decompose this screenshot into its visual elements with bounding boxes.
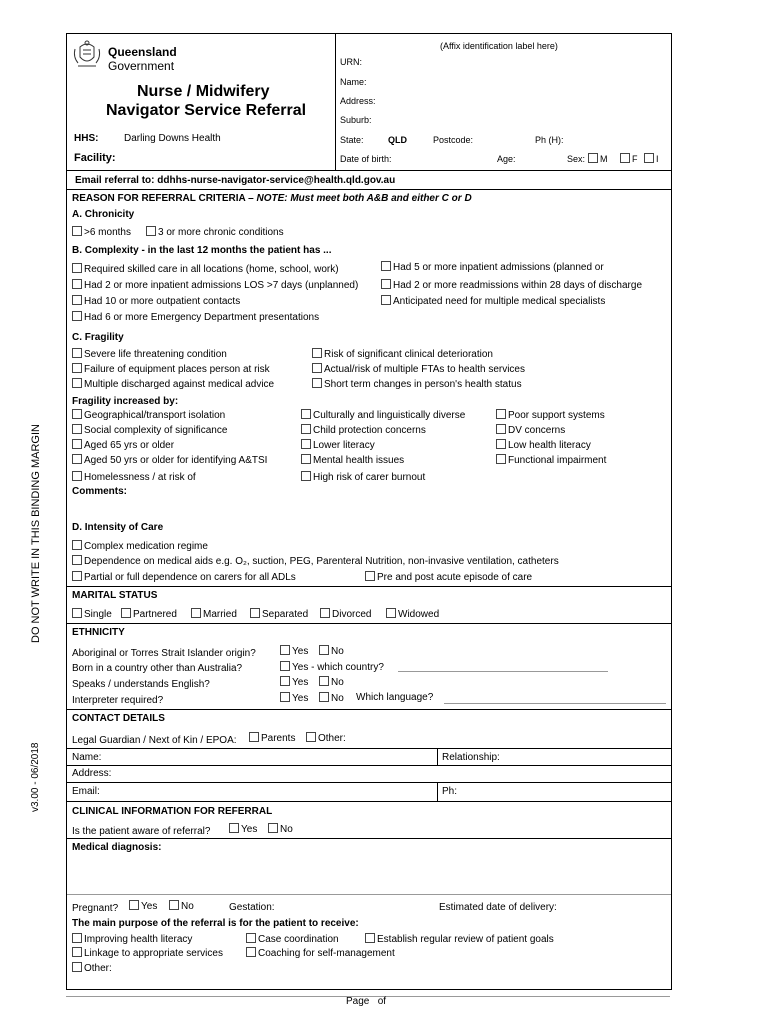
purpose-other-checkbox[interactable]: Other:: [72, 962, 112, 974]
interpreter-no-checkbox[interactable]: No: [319, 692, 344, 704]
fi-mental-health-checkbox[interactable]: Mental health issues: [301, 454, 404, 466]
affix-label: (Affix identification label here): [440, 41, 558, 51]
pregnant-label: Pregnant?: [72, 903, 119, 914]
state-value: QLD: [388, 135, 407, 145]
criteria-heading: REASON FOR REFERRAL CRITERIA – NOTE: Must meet both A&B and either C or D: [72, 193, 472, 204]
gestation-field[interactable]: Gestation:: [229, 902, 275, 913]
b-inpatient-los-checkbox[interactable]: Had 2 or more inpatient admissions LOS >7 days (unplanned): [72, 279, 358, 291]
comments-field[interactable]: Comments:: [72, 486, 128, 497]
d-complex-medication-checkbox[interactable]: Complex medication regime: [72, 540, 208, 552]
c-equipment-failure-checkbox[interactable]: Failure of equipment places person at risk: [72, 363, 270, 375]
c-ftas-checkbox[interactable]: Actual/risk of multiple FTAs to health services: [312, 363, 525, 375]
aware-label: Is the patient aware of referral?: [72, 826, 211, 837]
postcode-field[interactable]: Postcode:: [433, 135, 474, 145]
b-readmissions-checkbox[interactable]: Had 2 or more readmissions within 28 days of discharge: [381, 279, 642, 291]
fi-poor-support-checkbox[interactable]: Poor support systems: [496, 409, 605, 421]
section-a-heading: A. Chronicity: [72, 209, 135, 220]
fi-social-checkbox[interactable]: Social complexity of significance: [72, 424, 227, 436]
address-field[interactable]: Address:: [340, 96, 376, 106]
fi-aged-65-checkbox[interactable]: Aged 65 yrs or older: [72, 439, 174, 451]
contact-heading: CONTACT DETAILS: [72, 713, 165, 724]
q-born-overseas-label: Born in a country other than Australia?: [72, 663, 243, 674]
fi-homelessness-checkbox[interactable]: Homelessness / at risk of: [72, 471, 196, 483]
pregnant-yes-checkbox[interactable]: Yes: [129, 900, 157, 912]
form-title-line2: Navigator Service Referral: [106, 102, 307, 119]
marital-heading: MARITAL STATUS: [72, 590, 158, 601]
contact-email-field[interactable]: Email:: [72, 786, 100, 797]
guardian-parents-checkbox[interactable]: Parents: [249, 732, 295, 744]
marital-partnered-checkbox[interactable]: Partnered: [121, 608, 177, 620]
aware-yes-checkbox[interactable]: Yes: [229, 823, 257, 835]
edd-field[interactable]: Estimated date of delivery:: [439, 902, 557, 913]
c-health-status-checkbox[interactable]: Short term changes in person's health status: [312, 378, 522, 390]
english-yes-checkbox[interactable]: Yes: [280, 676, 308, 688]
c-discharged-checkbox[interactable]: Multiple discharged against medical advice: [72, 378, 274, 390]
logo-government: Government: [108, 59, 175, 73]
q-atsi-label: Aboriginal or Torres Strait Islander origin?: [72, 648, 256, 659]
hhs-value: Darling Downs Health: [124, 133, 221, 144]
page-number: Page of: [346, 996, 387, 1007]
logo-queensland: Queensland: [108, 45, 177, 59]
which-language-label: Which language?: [356, 692, 434, 703]
d-carer-dependence-checkbox[interactable]: Partial or full dependence on carers for all ADLs: [72, 571, 296, 583]
section-c-heading: C. Fragility: [72, 332, 124, 343]
b-ed-presentations-checkbox[interactable]: Had 6 or more Emergency Department presentations: [72, 311, 319, 323]
marital-divorced-checkbox[interactable]: Divorced: [320, 608, 371, 620]
b-skilled-care-checkbox[interactable]: Required skilled care in all locations (home, school, work): [72, 263, 339, 275]
version-note: v3.00 - 06/2018: [30, 742, 41, 812]
qld-crest-icon: [72, 39, 102, 71]
phone-home-field[interactable]: Ph (H):: [535, 135, 564, 145]
aware-no-checkbox[interactable]: No: [268, 823, 293, 835]
purpose-review-goals-checkbox[interactable]: Establish regular review of patient goals: [365, 933, 554, 945]
clinical-heading: CLINICAL INFORMATION FOR REFERRAL: [72, 806, 273, 817]
suburb-field[interactable]: Suburb:: [340, 115, 372, 125]
purpose-coaching-checkbox[interactable]: Coaching for self-management: [246, 947, 395, 959]
chronicity-6-months-checkbox[interactable]: >6 months: [72, 226, 131, 238]
d-acute-episode-checkbox[interactable]: Pre and post acute episode of care: [365, 571, 532, 583]
fi-low-health-literacy-checkbox[interactable]: Low health literacy: [496, 439, 591, 451]
purpose-case-coordination-checkbox[interactable]: Case coordination: [246, 933, 339, 945]
contact-phone-field[interactable]: Ph:: [442, 786, 458, 797]
fi-lower-literacy-checkbox[interactable]: Lower literacy: [301, 439, 375, 451]
contact-name-field[interactable]: Name:: [72, 752, 102, 763]
name-field[interactable]: Name:: [340, 77, 367, 87]
purpose-health-literacy-checkbox[interactable]: Improving health literacy: [72, 933, 192, 945]
interpreter-yes-checkbox[interactable]: Yes: [280, 692, 308, 704]
sex-m-checkbox[interactable]: M: [588, 153, 608, 164]
marital-widowed-checkbox[interactable]: Widowed: [386, 608, 439, 620]
email-referral-line: Email referral to: ddhhs-nurse-navigator-service@health.qld.gov.au: [75, 175, 396, 186]
fi-dv-checkbox[interactable]: DV concerns: [496, 424, 565, 436]
section-b-heading: B. Complexity - in the last 12 months the patient has ...: [72, 245, 332, 256]
guardian-other-checkbox[interactable]: Other:: [306, 732, 346, 744]
q-english-label: Speaks / understands English?: [72, 679, 210, 690]
fi-cald-checkbox[interactable]: Culturally and linguistically diverse: [301, 409, 465, 421]
state-label: State:: [340, 135, 364, 145]
fi-aged-50-atsi-checkbox[interactable]: Aged 50 yrs or older for identifying A&TSI: [72, 454, 267, 466]
facility-label[interactable]: Facility:: [74, 152, 116, 164]
c-life-threatening-checkbox[interactable]: Severe life threatening condition: [72, 348, 227, 360]
hhs-label: HHS:: [74, 133, 99, 144]
section-d-heading: D. Intensity of Care: [72, 522, 164, 533]
guardian-label: Legal Guardian / Next of Kin / EPOA:: [72, 735, 237, 746]
fragility-increased-heading: Fragility increased by:: [72, 396, 179, 407]
b-outpatient-checkbox[interactable]: Had 10 or more outpatient contacts: [72, 295, 240, 307]
purpose-linkage-checkbox[interactable]: Linkage to appropriate services: [72, 947, 223, 959]
purpose-heading: The main purpose of the referral is for the patient to receive:: [72, 918, 359, 929]
atsi-yes-checkbox[interactable]: Yes: [280, 645, 308, 657]
pregnant-no-checkbox[interactable]: No: [169, 900, 194, 912]
ethnicity-heading: ETHNICITY: [72, 627, 125, 638]
dob-field[interactable]: Date of birth:: [340, 154, 392, 164]
age-field[interactable]: Age:: [497, 154, 516, 164]
medical-diagnosis-field[interactable]: Medical diagnosis:: [72, 842, 162, 853]
binding-margin-note: DO NOT WRITE IN THIS BINDING MARGIN: [30, 424, 42, 643]
atsi-no-checkbox[interactable]: No: [319, 645, 344, 657]
chronicity-3-conditions-checkbox[interactable]: 3 or more chronic conditions: [146, 226, 284, 238]
sex-i-checkbox[interactable]: I: [644, 153, 668, 164]
form-title-line1: Nurse / Midwifery: [137, 83, 270, 100]
english-no-checkbox[interactable]: No: [319, 676, 344, 688]
marital-separated-checkbox[interactable]: Separated: [250, 608, 308, 620]
marital-single-checkbox[interactable]: Single: [72, 608, 112, 620]
fi-functional-impairment-checkbox[interactable]: Functional impairment: [496, 454, 606, 466]
urn-field[interactable]: URN:: [340, 57, 362, 67]
fi-child-protection-checkbox[interactable]: Child protection concerns: [301, 424, 426, 436]
c-deterioration-checkbox[interactable]: Risk of significant clinical deterioration: [312, 348, 493, 360]
b-5-admissions-checkbox[interactable]: Had 5 or more inpatient admissions (planned or: [381, 261, 604, 273]
fi-carer-burnout-checkbox[interactable]: High risk of carer burnout: [301, 471, 425, 483]
d-medical-aids-checkbox[interactable]: Dependence on medical aids e.g. O₂, suction, PEG, Parenteral Nutrition, non-invasive ventilation, catheters: [72, 555, 559, 567]
fi-geographical-checkbox[interactable]: Geographical/transport isolation: [72, 409, 225, 421]
born-overseas-yes-checkbox[interactable]: Yes - which country?: [280, 661, 384, 673]
sex-label: Sex:: [567, 154, 586, 164]
b-multiple-specialists-checkbox[interactable]: Anticipated need for multiple medical specialists: [381, 295, 605, 307]
contact-address-field[interactable]: Address:: [72, 768, 112, 779]
q-interpreter-label: Interpreter required?: [72, 695, 164, 706]
contact-relationship-field[interactable]: Relationship:: [442, 752, 500, 763]
sex-f-checkbox[interactable]: F: [620, 153, 638, 164]
marital-married-checkbox[interactable]: Married: [191, 608, 237, 620]
